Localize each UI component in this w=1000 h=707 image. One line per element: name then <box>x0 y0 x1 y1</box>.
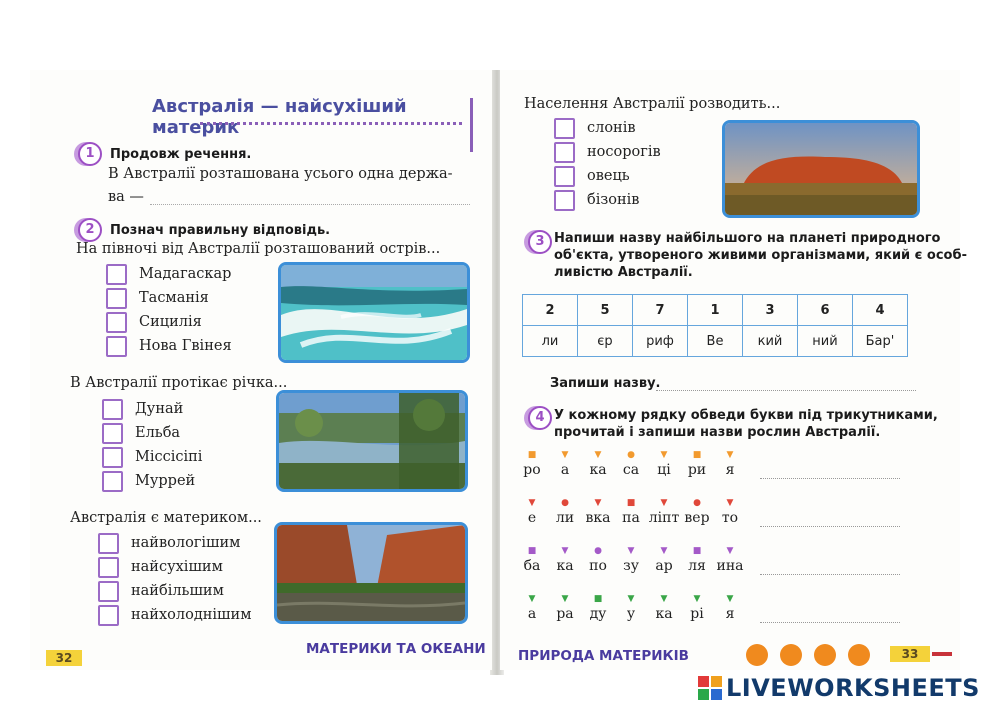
checkbox[interactable] <box>554 166 575 187</box>
task4-instruction-line2: прочитай і запиши назви рослин Австралії. <box>554 425 881 440</box>
checkbox[interactable] <box>98 605 119 626</box>
option-label: Нова Гвінея <box>139 338 232 354</box>
q3-option-2[interactable] <box>98 555 251 579</box>
syllable[interactable]: па <box>622 510 640 526</box>
triangle-marker-icon: ▼ <box>528 498 536 508</box>
triangle-marker-icon: ▼ <box>660 450 668 460</box>
emoji-face-icon <box>848 644 870 666</box>
q2-option-4[interactable] <box>102 469 202 493</box>
plant-answer-field[interactable] <box>760 526 900 527</box>
right-page <box>500 70 967 670</box>
triangle-marker-icon: ▼ <box>594 450 602 460</box>
square-marker-icon: ■ <box>527 450 537 460</box>
checkbox[interactable] <box>106 312 127 333</box>
q3-option-1[interactable] <box>98 531 251 555</box>
task3-instruction-line3: ливістю Австралії. <box>554 265 693 280</box>
option-label: найбільшим <box>131 583 224 599</box>
code-syllable: кий <box>743 326 798 357</box>
q4-option-1[interactable] <box>554 116 661 140</box>
option-label: слонів <box>587 120 636 136</box>
task3-answer-field[interactable] <box>656 390 916 391</box>
q1-option-4[interactable] <box>106 334 232 358</box>
option-label: Сицилія <box>139 314 202 330</box>
syllable[interactable]: ка <box>655 606 673 622</box>
task3-number: 3 <box>528 230 552 254</box>
checkbox[interactable] <box>102 471 123 492</box>
circle-marker-icon: ● <box>594 546 602 556</box>
option-label: Дунай <box>135 401 184 417</box>
left-page <box>30 70 492 670</box>
task2-instruction: Познач правильну відповідь. <box>110 222 331 238</box>
task1-number: 1 <box>78 142 102 166</box>
syllable[interactable]: ліпт <box>648 510 680 526</box>
page-title: Австралія — найсухіший материк <box>152 96 407 138</box>
option-label: овець <box>587 168 630 184</box>
title-bar <box>470 98 473 152</box>
square-marker-icon: ■ <box>692 450 702 460</box>
triangle-marker-icon: ▼ <box>561 594 569 604</box>
code-number: 1 <box>688 295 743 326</box>
square-marker-icon: ■ <box>593 594 603 604</box>
option-label: Міссісіпі <box>135 449 203 465</box>
code-number: 7 <box>633 295 688 326</box>
q4-option-2[interactable] <box>554 140 661 164</box>
triangle-marker-icon: ▼ <box>660 546 668 556</box>
triangle-marker-icon: ▼ <box>660 498 668 508</box>
task2-number: 2 <box>78 218 102 242</box>
checkbox[interactable] <box>554 118 575 139</box>
option-label: носорогів <box>587 144 661 160</box>
q1-options <box>106 262 232 358</box>
option-label: Муррей <box>135 473 196 489</box>
syllable[interactable]: я <box>725 462 735 478</box>
syllable[interactable]: ра <box>556 606 574 622</box>
triangle-marker-icon: ▼ <box>693 594 701 604</box>
task1-header <box>78 142 251 166</box>
code-number: 2 <box>523 295 578 326</box>
option-label: бізонів <box>587 192 640 208</box>
q2-option-3[interactable] <box>102 445 202 469</box>
syllable[interactable]: по <box>589 558 607 574</box>
q4-option-4[interactable] <box>554 188 661 212</box>
q1-question: На півночі від Австралії розташований острів... <box>76 241 441 257</box>
left-footer: МАТЕРИКИ ТА ОКЕАНИ <box>306 641 486 657</box>
syllable[interactable]: вка <box>585 510 611 526</box>
title-underline <box>200 122 462 125</box>
code-syllable: Ве <box>688 326 743 357</box>
syllable[interactable]: ду <box>589 606 607 622</box>
code-table <box>522 294 908 357</box>
page-number-right: 33 <box>890 646 930 662</box>
option-label: Тасманія <box>139 290 209 306</box>
code-numbers-row <box>523 295 908 326</box>
triangle-marker-icon: ▼ <box>660 594 668 604</box>
syllable[interactable]: е <box>527 510 537 526</box>
code-number: 6 <box>798 295 853 326</box>
q4-question: Населення Австралії розводить... <box>524 96 781 112</box>
gorge-photo <box>274 522 468 624</box>
watermark-text: LIVEWORKSHEETS <box>726 674 980 702</box>
syllable[interactable]: ка <box>589 462 607 478</box>
syllable[interactable]: я <box>725 606 735 622</box>
syllable[interactable]: рі <box>690 606 704 622</box>
q4-options <box>554 116 661 212</box>
syllable[interactable]: вер <box>684 510 710 526</box>
syllable[interactable]: то <box>721 510 739 526</box>
syllable[interactable]: у <box>626 606 636 622</box>
syllable[interactable]: ба <box>523 558 541 574</box>
plant-answer-field[interactable] <box>760 478 900 479</box>
circle-marker-icon: ● <box>561 498 569 508</box>
triangle-marker-icon: ▼ <box>594 498 602 508</box>
option-label: найхолоднішим <box>131 607 252 623</box>
square-marker-icon: ■ <box>692 546 702 556</box>
q2-question: В Австралії протікає річка... <box>70 375 288 391</box>
q2-options <box>102 397 202 493</box>
code-number: 3 <box>743 295 798 326</box>
syllable[interactable]: ля <box>688 558 706 574</box>
checkbox[interactable] <box>102 399 123 420</box>
syllable-grid <box>512 450 912 630</box>
syllable[interactable]: а <box>527 606 537 622</box>
emoji-face-icon <box>780 644 802 666</box>
plant-answer-field[interactable] <box>760 574 900 575</box>
triangle-marker-icon: ▼ <box>627 594 635 604</box>
watermark <box>698 674 980 702</box>
code-syllable: риф <box>633 326 688 357</box>
code-syllable: Бар' <box>853 326 908 357</box>
q1-option-3[interactable] <box>106 310 232 334</box>
q4-option-3[interactable] <box>554 164 661 188</box>
task4-number: 4 <box>528 406 552 430</box>
task3-instruction-line2: об'єкта, утвореного живими організмами, який є особ- <box>554 248 967 263</box>
option-label: найвологішим <box>131 535 241 551</box>
syllable[interactable]: ар <box>655 558 673 574</box>
task1-text-line2-label: ва — <box>108 189 144 205</box>
checkbox[interactable] <box>102 423 123 444</box>
code-syllable: ний <box>798 326 853 357</box>
q2-option-1[interactable] <box>102 397 202 421</box>
triangle-marker-icon: ▼ <box>561 450 569 460</box>
checkbox[interactable] <box>98 581 119 602</box>
checkbox[interactable] <box>554 142 575 163</box>
triangle-marker-icon: ▼ <box>726 546 734 556</box>
liveworksheets-logo-icon <box>698 676 722 700</box>
syllable[interactable]: ро <box>523 462 541 478</box>
q3-question: Австралія є материком... <box>70 510 262 526</box>
triangle-marker-icon: ▼ <box>726 450 734 460</box>
right-footer: ПРИРОДА МАТЕРИКІВ <box>518 648 689 664</box>
triangle-marker-icon: ▼ <box>528 594 536 604</box>
uluru-photo <box>722 120 920 218</box>
syllable[interactable]: ина <box>716 558 744 574</box>
syllable[interactable]: а <box>560 462 570 478</box>
checkbox[interactable] <box>98 533 119 554</box>
q1-option-2[interactable] <box>106 286 232 310</box>
emoji-face-icon <box>814 644 836 666</box>
q3-options <box>98 531 251 627</box>
task2-header <box>78 218 330 242</box>
page-number-left: 32 <box>46 650 82 666</box>
checkbox[interactable] <box>106 264 127 285</box>
task1-text-line1: В Австралії розташована усього одна держа- <box>108 166 453 182</box>
pencil-icon <box>932 652 952 656</box>
triangle-marker-icon: ▼ <box>726 498 734 508</box>
syllable[interactable]: ри <box>687 462 707 478</box>
plant-answer-field[interactable] <box>760 622 900 623</box>
option-label: Мадагаскар <box>139 266 232 282</box>
beach-photo <box>278 262 470 363</box>
triangle-marker-icon: ▼ <box>561 546 569 556</box>
checkbox[interactable] <box>102 447 123 468</box>
code-number: 4 <box>853 295 908 326</box>
square-marker-icon: ■ <box>527 546 537 556</box>
syllable[interactable]: са <box>622 462 640 478</box>
q1-option-1[interactable] <box>106 262 232 286</box>
code-number: 5 <box>578 295 633 326</box>
emoji-face-icon <box>746 644 768 666</box>
task1-answer-field[interactable] <box>150 190 470 205</box>
q3-option-3[interactable] <box>98 579 251 603</box>
syllable[interactable]: ка <box>556 558 574 574</box>
task1-text-line2 <box>108 189 470 205</box>
checkbox[interactable] <box>554 190 575 211</box>
checkbox[interactable] <box>98 557 119 578</box>
option-label: Ельба <box>135 425 181 441</box>
task1-instruction: Продовж речення. <box>110 146 252 162</box>
triangle-marker-icon: ▼ <box>627 546 635 556</box>
option-label: найсухішим <box>131 559 223 575</box>
code-syllables-row <box>523 326 908 357</box>
checkbox[interactable] <box>106 288 127 309</box>
task3-instruction-line1: Напиши назву найбільшого на планеті природного <box>554 231 941 246</box>
task3-write-label: Запиши назву. <box>550 376 661 391</box>
river-photo <box>276 390 468 492</box>
circle-marker-icon: ● <box>627 450 635 460</box>
circle-marker-icon: ● <box>693 498 701 508</box>
triangle-marker-icon: ▼ <box>726 594 734 604</box>
checkbox[interactable] <box>106 336 127 357</box>
task4-instruction-line1: У кожному рядку обведи букви під трикутниками, <box>554 408 938 423</box>
code-syllable: єр <box>578 326 633 357</box>
code-syllable: ли <box>523 326 578 357</box>
syllable[interactable]: ли <box>555 510 575 526</box>
q3-option-4[interactable] <box>98 603 251 627</box>
q2-option-2[interactable] <box>102 421 202 445</box>
syllable[interactable]: ці <box>657 462 671 478</box>
square-marker-icon: ■ <box>626 498 636 508</box>
syllable[interactable]: зу <box>623 558 639 574</box>
